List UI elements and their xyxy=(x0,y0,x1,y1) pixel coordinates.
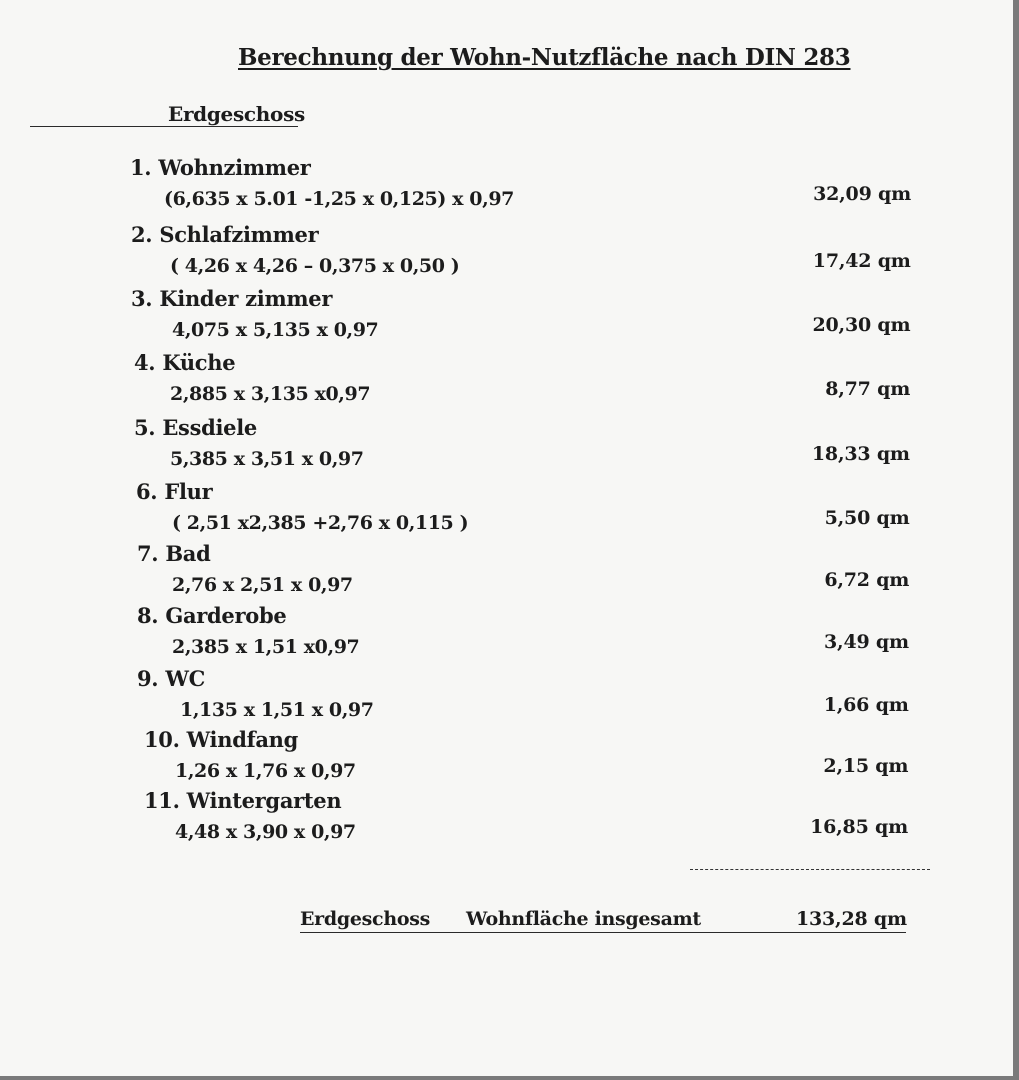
room-formula: 4,075 x 5,135 x 0,97 xyxy=(172,319,379,341)
room-label: 7. Bad xyxy=(137,541,211,566)
room-formula: 1,26 x 1,76 x 0,97 xyxy=(175,760,356,782)
room-formula: (6,635 x 5.01 -1,25 x 0,125) x 0,97 xyxy=(164,188,514,210)
room-label: 8. Garderobe xyxy=(137,603,287,628)
section-divider xyxy=(30,126,298,127)
total-floor-label: Erdgeschoss xyxy=(300,908,430,930)
room-area: 18,33 qm xyxy=(811,443,910,465)
room-area: 2,15 qm xyxy=(823,755,909,777)
sum-separator-line xyxy=(690,869,930,870)
room-formula: 1,135 x 1,51 x 0,97 xyxy=(180,699,374,721)
room-area: 5,50 qm xyxy=(824,507,910,529)
room-label: 3. Kinder zimmer xyxy=(131,286,333,311)
room-formula: 2,385 x 1,51 x0,97 xyxy=(172,636,360,658)
room-formula: 4,48 x 3,90 x 0,97 xyxy=(175,821,356,843)
document-title: Berechnung der Wohn-Nutzfläche nach DIN 283 xyxy=(238,44,851,71)
room-label: 9. WC xyxy=(137,666,206,691)
room-label: 11. Wintergarten xyxy=(144,788,342,813)
room-label: 10. Windfang xyxy=(144,727,298,752)
room-area: 6,72 qm xyxy=(824,569,910,591)
total-underline xyxy=(300,932,906,933)
section-heading: Erdgeschoss xyxy=(168,102,306,126)
room-formula: 2,76 x 2,51 x 0,97 xyxy=(172,574,353,596)
room-label: 5. Essdiele xyxy=(134,415,257,440)
room-area: 8,77 qm xyxy=(825,378,911,400)
total-description-label: Wohnfläche insgesamt xyxy=(466,908,701,930)
room-formula: 5,385 x 3,51 x 0,97 xyxy=(170,448,364,470)
room-label: 2. Schlafzimmer xyxy=(131,222,319,247)
total-area-value: 133,28 qm xyxy=(796,908,907,930)
room-area: 1,66 qm xyxy=(823,694,909,716)
room-area: 16,85 qm xyxy=(810,816,908,838)
room-area: 17,42 qm xyxy=(812,250,911,272)
room-area: 32,09 qm xyxy=(813,183,911,205)
room-label: 1. Wohnzimmer xyxy=(130,155,311,180)
room-formula: ( 4,26 x 4,26 – 0,375 x 0,50 ) xyxy=(170,255,460,277)
room-formula: 2,885 x 3,135 x0,97 xyxy=(170,383,371,405)
room-formula: ( 2,51 x2,385 +2,76 x 0,115 ) xyxy=(172,512,469,534)
room-area: 3,49 qm xyxy=(824,631,909,653)
room-label: 4. Küche xyxy=(134,350,236,375)
room-area: 20,30 qm xyxy=(812,314,911,336)
room-label: 6. Flur xyxy=(136,479,213,504)
